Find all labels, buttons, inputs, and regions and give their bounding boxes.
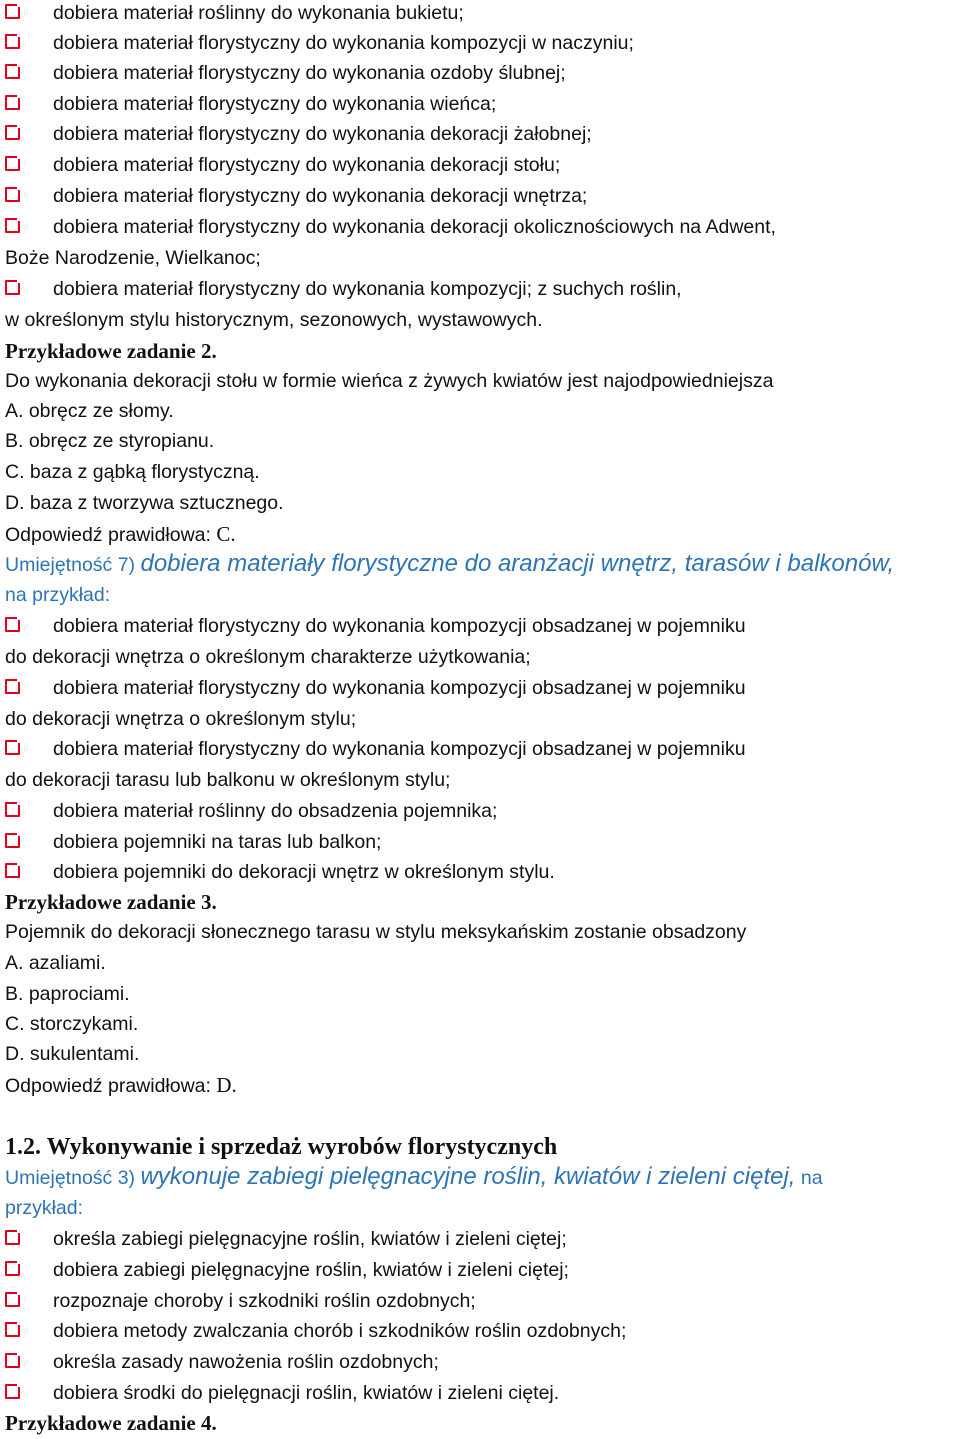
skill-text: wykonuje zabiegi pielęgnacyjne roślin, kwiatów i zieleni ciętej, [140, 1163, 796, 1190]
section-heading: 1.2. Wykonywanie i sprzedaż wyrobów florystycznych [5, 1134, 558, 1160]
task-answer [5, 521, 236, 548]
list-item-text: dobiera materiał florystyczny do wykonania dekoracji okolicznościowych na Adwent, [53, 216, 776, 238]
list-item-text: dobiera materiał florystyczny do wykonania kompozycji; z suchych roślin, [53, 278, 682, 300]
list-item-text: dobiera materiał florystyczny do wykonania dekoracji żałobnej; [53, 123, 592, 145]
list-item-text: dobiera materiał roślinny do obsadzenia pojemnika; [53, 800, 498, 822]
list-item-continuation: do dekoracji tarasu lub balkonu w określonym stylu; [5, 769, 451, 791]
list-item [5, 1349, 439, 1375]
list-item-text: dobiera materiał roślinny do wykonania bukietu; [53, 2, 464, 24]
list-item [5, 798, 497, 824]
list-item-text: dobiera materiał florystyczny do wykonania kompozycji obsadzanej w pojemniku [53, 677, 746, 699]
checkbox-bullet-icon [5, 218, 20, 233]
list-item [5, 152, 560, 178]
skill-line [5, 551, 894, 578]
list-item-text: dobiera materiał florystyczny do wykonania kompozycji obsadzanej w pojemniku [53, 738, 746, 760]
task-option: B. obręcz ze styropianu. [5, 430, 215, 452]
checkbox-bullet-icon [5, 280, 20, 295]
checkbox-bullet-icon [5, 187, 20, 202]
task-heading: Przykładowe zadanie 4. [5, 1411, 217, 1435]
list-item [5, 214, 776, 240]
list-item-text: dobiera zabiegi pielęgnacyjne roślin, kwiatów i zieleni ciętej; [53, 1259, 569, 1281]
answer-value: C. [216, 522, 236, 546]
list-item [5, 859, 555, 885]
checkbox-bullet-icon [5, 64, 20, 79]
list-item [5, 183, 587, 209]
list-item [5, 276, 682, 302]
task-option: C. storczykami. [5, 1013, 139, 1035]
list-item [5, 736, 746, 762]
list-item [5, 30, 634, 56]
task-option: A. azaliami. [5, 952, 106, 974]
skill-suffix: przykład: [5, 1197, 84, 1219]
list-item [5, 60, 566, 86]
checkbox-bullet-icon [5, 156, 20, 171]
skill-label: Umiejętność 7) [5, 554, 141, 576]
list-item-text: dobiera materiał florystyczny do wykonania dekoracji stołu; [53, 154, 561, 176]
list-item [5, 91, 496, 117]
list-item [5, 1380, 559, 1406]
checkbox-bullet-icon [5, 833, 20, 848]
list-item-continuation: Boże Narodzenie, Wielkanoc; [5, 247, 261, 269]
list-item [5, 1257, 569, 1283]
checkbox-bullet-icon [5, 802, 20, 817]
list-item [5, 675, 746, 701]
checkbox-bullet-icon [5, 1353, 20, 1368]
list-item [5, 613, 746, 639]
list-item [5, 1288, 476, 1314]
checkbox-bullet-icon [5, 617, 20, 632]
list-item-text: dobiera materiał florystyczny do wykonania kompozycji w naczyniu; [53, 32, 634, 54]
list-item [5, 1318, 626, 1344]
task-option: D. baza z tworzywa sztucznego. [5, 492, 284, 514]
skill-line [5, 1164, 823, 1191]
skill-label: Umiejętność 3) [5, 1167, 141, 1189]
checkbox-bullet-icon [5, 1230, 20, 1245]
list-item [5, 0, 464, 26]
checkbox-bullet-icon [5, 95, 20, 110]
answer-label: Odpowiedź prawidłowa: [5, 524, 217, 546]
answer-value: D. [216, 1073, 237, 1097]
task-option: D. sukulentami. [5, 1043, 140, 1065]
checkbox-bullet-icon [5, 125, 20, 140]
task-option: A. obręcz ze słomy. [5, 400, 174, 422]
list-item [5, 121, 592, 147]
checkbox-bullet-icon [5, 863, 20, 878]
checkbox-bullet-icon [5, 34, 20, 49]
list-item [5, 1226, 567, 1252]
list-item-continuation: w określonym stylu historycznym, sezonowych, wystawowych. [5, 309, 543, 331]
list-item-text: dobiera pojemniki do dekoracji wnętrz w określonym stylu. [53, 861, 555, 883]
task-heading: Przykładowe zadanie 2. [5, 339, 217, 363]
list-item-text: dobiera materiał florystyczny do wykonania kompozycji obsadzanej w pojemniku [53, 615, 746, 637]
list-item-continuation: do dekoracji wnętrza o określonym charakterze użytkowania; [5, 646, 531, 668]
list-item [5, 829, 381, 855]
checkbox-bullet-icon [5, 1384, 20, 1399]
list-item-text: określa zasady nawożenia roślin ozdobnych; [53, 1351, 439, 1373]
skill-suffix: na [795, 1167, 823, 1189]
skill-text: dobiera materiały florystyczne do aranżacji wnętrz, tarasów i balkonów, [140, 550, 895, 577]
list-item-text: dobiera materiał florystyczny do wykonania dekoracji wnętrza; [53, 185, 588, 207]
checkbox-bullet-icon [5, 740, 20, 755]
task-answer [5, 1072, 237, 1099]
task-option: C. baza z gąbką florystyczną. [5, 461, 260, 483]
list-item-text: określa zabiegi pielęgnacyjne roślin, kwiatów i zieleni ciętej; [53, 1228, 567, 1250]
checkbox-bullet-icon [5, 1261, 20, 1276]
list-item-text: rozpoznaje choroby i szkodniki roślin ozdobnych; [53, 1290, 476, 1312]
checkbox-bullet-icon [5, 1322, 20, 1337]
list-item-text: dobiera pojemniki na taras lub balkon; [53, 831, 382, 853]
list-item-continuation: do dekoracji wnętrza o określonym stylu; [5, 708, 357, 730]
task-question: Do wykonania dekoracji stołu w formie wieńca z żywych kwiatów jest najodpowiedniejsza [5, 370, 774, 392]
task-heading: Przykładowe zadanie 3. [5, 890, 217, 914]
task-option: B. paprociami. [5, 983, 130, 1005]
task-question: Pojemnik do dekoracji słonecznego tarasu w stylu meksykańskim zostanie obsadzony [5, 921, 747, 943]
checkbox-bullet-icon [5, 1292, 20, 1307]
list-item-text: dobiera materiał florystyczny do wykonania ozdoby ślubnej; [53, 62, 566, 84]
checkbox-bullet-icon [5, 4, 20, 19]
list-item-text: dobiera materiał florystyczny do wykonania wieńca; [53, 93, 497, 115]
list-item-text: dobiera środki do pielęgnacji roślin, kwiatów i zieleni ciętej. [53, 1382, 560, 1404]
answer-label: Odpowiedź prawidłowa: [5, 1075, 217, 1097]
checkbox-bullet-icon [5, 679, 20, 694]
skill-suffix: na przykład: [5, 584, 111, 606]
list-item-text: dobiera metody zwalczania chorób i szkodników roślin ozdobnych; [53, 1320, 627, 1342]
